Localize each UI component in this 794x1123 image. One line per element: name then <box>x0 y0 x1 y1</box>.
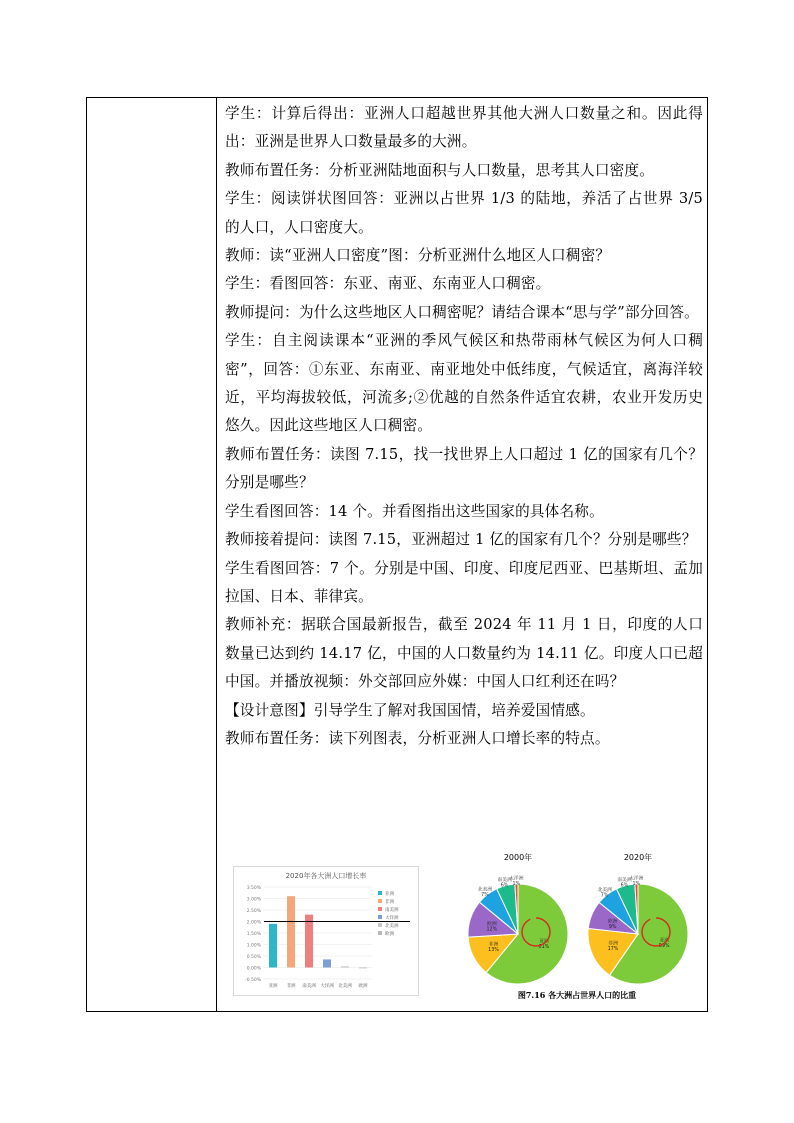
pie-title: 2020年 <box>623 853 653 862</box>
growth-rate-chart-svg <box>234 867 418 995</box>
paragraph: 学生：计算后得出：亚洲人口超越世界其他大洲人口数量之和。因此得出：亚洲是世界人口数量最多的大洲。 <box>225 105 703 151</box>
paragraph: 教师补充：据联合国最新报告，截至 2024 年 11 月 1 日，印度的人口数量已达到约 14.17 亿，中国的人口数量约为 14.11 亿。印度人口已超中国。并播放视频：外交部回应外媒：中国人口红利还在吗？ <box>225 616 703 691</box>
legend-swatch <box>378 899 382 903</box>
x-tick-label: 非洲 <box>286 984 296 989</box>
y-tick-label: 2.50% <box>246 909 261 914</box>
paragraph: 学生：看图回答：东亚、南亚、东南亚人口稠密。 <box>225 275 551 293</box>
pie-label: 欧洲 <box>607 919 618 925</box>
paragraph: 教师接着提问：读图 7.15，亚洲超过 1 亿的国家有几个？分别是哪些？ <box>225 531 697 549</box>
legend-label: 南美洲 <box>385 908 399 913</box>
y-tick-label: 2.00% <box>246 920 261 926</box>
pie-label: 1% <box>632 881 641 887</box>
paragraph: 教师提问：为什么这些地区人口稠密呢？请结合课本“思与学”部分回答。 <box>225 303 699 321</box>
pie-label: 非洲 <box>488 942 499 948</box>
x-tick-label: 北美洲 <box>338 984 352 989</box>
legend-swatch <box>378 923 382 927</box>
pie-label: 亚洲 <box>539 939 549 945</box>
paragraph: 学生看图回答：14 个。并看图指出这些国家的具体名称。 <box>225 502 604 520</box>
bar <box>269 924 277 968</box>
paragraph: 教师布置任务：读图 7.15，找一找世界上人口超过 1 亿的国家有几个？分别是哪些？ <box>225 445 703 492</box>
y-tick-label: 1.00% <box>246 943 261 949</box>
pie-label: 亚洲 <box>659 938 670 944</box>
pie-chart-2020 <box>579 850 697 990</box>
column-divider <box>216 98 217 1011</box>
pie-label: 6% <box>620 883 629 889</box>
pie-label: 欧洲 <box>487 921 497 927</box>
paragraph: 教师布置任务：分析亚洲陆地面积与人口数量，思考其人口密度。 <box>225 161 655 179</box>
figure-caption: 图7.16 各大洲占世界人口的比重 <box>517 990 637 1000</box>
x-tick-label: 南美洲 <box>302 984 316 989</box>
paragraph: 学生看图回答：7 个。分别是中国、印度、印度尼西亚、巴基斯坦、孟加拉国、日本、菲律宾。 <box>225 559 703 605</box>
paragraph: 教师布置任务：读下列图表，分析亚洲人口增长率的特点。 <box>225 729 610 747</box>
legend-label: 欧洲 <box>385 932 394 937</box>
y-tick-label: 3.50% <box>246 886 261 891</box>
bar <box>341 966 349 967</box>
pie-label: 南美洲 <box>617 877 632 883</box>
y-tick-label: 0.00% <box>246 966 261 972</box>
paragraph: 学生：阅读饼状图回答：亚洲以占世界 1/3 的陆地，养活了占世界 3/5 的人口，人口密度大。 <box>225 190 703 236</box>
pie-label: 12% <box>486 927 498 933</box>
bar <box>323 959 331 967</box>
pie-label: 1% <box>512 881 521 887</box>
pie-chart-2000 <box>459 850 577 990</box>
legend-swatch <box>378 907 382 911</box>
pie-label: 大洋洲 <box>509 876 524 882</box>
pie-label: 南美洲 <box>497 877 512 883</box>
legend-swatch <box>378 931 382 935</box>
legend-label: 北美洲 <box>385 924 399 929</box>
legend-label: 亚洲 <box>385 892 394 897</box>
legend-label: 大洋洲 <box>385 916 399 921</box>
lesson-content <box>225 100 703 753</box>
bar <box>305 915 313 968</box>
pie-label: 7% <box>481 893 489 899</box>
legend-swatch <box>378 891 382 895</box>
lesson-table <box>86 97 708 1012</box>
bar <box>359 968 367 969</box>
x-tick-label: 大洋洲 <box>320 984 334 989</box>
pie-label: 61% <box>538 945 550 951</box>
y-tick-label: -0.50% <box>245 978 261 983</box>
pie-label: 6% <box>500 883 509 889</box>
y-tick-label: 1.50% <box>246 932 261 937</box>
y-tick-label: 3.00% <box>246 897 261 903</box>
pie-label: 9% <box>608 925 617 931</box>
legend-swatch <box>378 915 382 919</box>
figure-area <box>223 850 703 1010</box>
pie-label: 17% <box>607 947 619 953</box>
pie-label: 7% <box>600 893 609 899</box>
chart-title: 2020年各大洲人口增长率 <box>285 872 367 880</box>
pie-label: 非洲 <box>608 941 618 947</box>
pie-label: 13% <box>488 948 499 954</box>
legend-label: 非洲 <box>385 900 394 905</box>
paragraph: 教师：读“亚洲人口密度”图：分析亚洲什么地区人口稠密？ <box>225 247 611 265</box>
x-tick-label: 亚洲 <box>268 984 278 989</box>
paragraph: 学生：自主阅读课本“亚洲的季风气候区和热带雨林气候区为何人口稠密”，回答：①东亚、东南亚、南亚地处中低纬度，气候适宜，离海洋较近，平均海拔较低，河流多;②优越的自然条件适宜农耕，农业开发历史悠久。因此这些地区人口稠密。 <box>225 332 703 435</box>
design-intent-paragraph: 【设计意图】引导学生了解对我国国情，培养爱国情感。 <box>225 701 595 719</box>
pie-label: 59% <box>658 943 670 949</box>
y-tick-label: 0.50% <box>246 955 261 960</box>
bar <box>287 896 295 967</box>
pie-title: 2000年 <box>503 853 533 862</box>
pie-label: 北美洲 <box>477 887 493 893</box>
x-tick-label: 欧洲 <box>358 984 368 989</box>
pie-label: 北美洲 <box>597 887 612 893</box>
pie-label: 大洋洲 <box>629 876 644 882</box>
growth-rate-chart <box>233 866 419 996</box>
